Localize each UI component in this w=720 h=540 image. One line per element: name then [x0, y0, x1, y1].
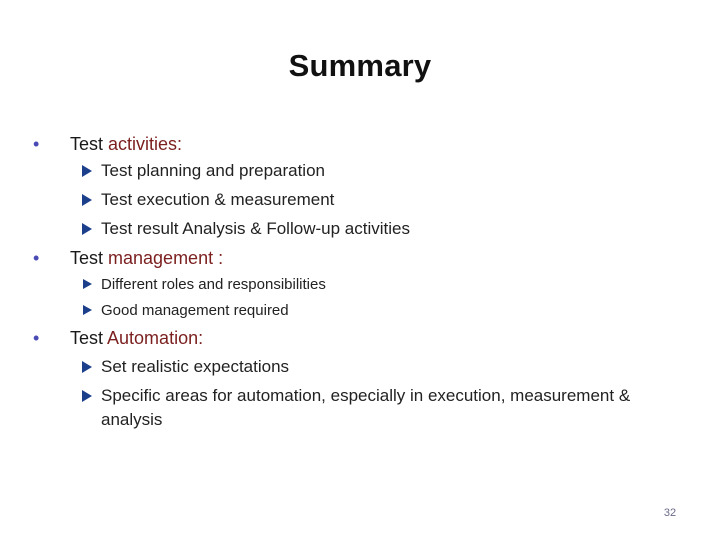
list-item	[101, 160, 325, 182]
list-item-text: Good management required	[101, 302, 289, 319]
section-label-prefix: Test	[70, 134, 109, 154]
list-item-text: Different roles and responsibilities	[101, 276, 326, 293]
right-triangle-arrow-icon	[82, 165, 92, 177]
list-item	[101, 356, 289, 378]
bullet-dot-icon: •	[33, 134, 40, 154]
bullet-dot-icon: •	[33, 248, 40, 268]
list-item	[101, 275, 326, 295]
section-label: Automation:	[107, 328, 204, 348]
list-item	[101, 385, 630, 407]
list-item-text: Set realistic expectations	[101, 357, 290, 376]
list-item	[101, 218, 410, 240]
list-item-continuation	[101, 409, 162, 431]
section-label: management :	[108, 248, 224, 268]
list-item	[101, 301, 289, 321]
section-test-activities	[33, 133, 183, 155]
right-triangle-arrow-icon	[83, 305, 92, 315]
right-triangle-arrow-icon	[83, 279, 92, 289]
section-test-automation	[33, 327, 204, 349]
right-triangle-arrow-icon	[82, 223, 92, 235]
list-item-text: Test result Analysis & Follow-up activities	[101, 219, 410, 238]
slide-title: Summary	[288, 48, 432, 83]
section-label: activities:	[108, 134, 183, 154]
section-label-prefix: Test	[70, 248, 109, 268]
list-item-text: analysis	[101, 410, 163, 429]
list-item-text: Test planning and preparation	[101, 161, 325, 180]
right-triangle-arrow-icon	[82, 390, 92, 402]
right-triangle-arrow-icon	[82, 194, 92, 206]
list-item	[101, 189, 334, 211]
section-test-management	[33, 247, 224, 269]
right-triangle-arrow-icon	[82, 361, 92, 373]
list-item-text: Specific areas for automation, especially in execution, measurement &	[101, 386, 631, 405]
page-number: 32	[663, 507, 677, 519]
list-item-text: Test execution & measurement	[101, 190, 335, 209]
bullet-dot-icon: •	[33, 328, 40, 348]
section-label-prefix: Test	[70, 328, 108, 348]
